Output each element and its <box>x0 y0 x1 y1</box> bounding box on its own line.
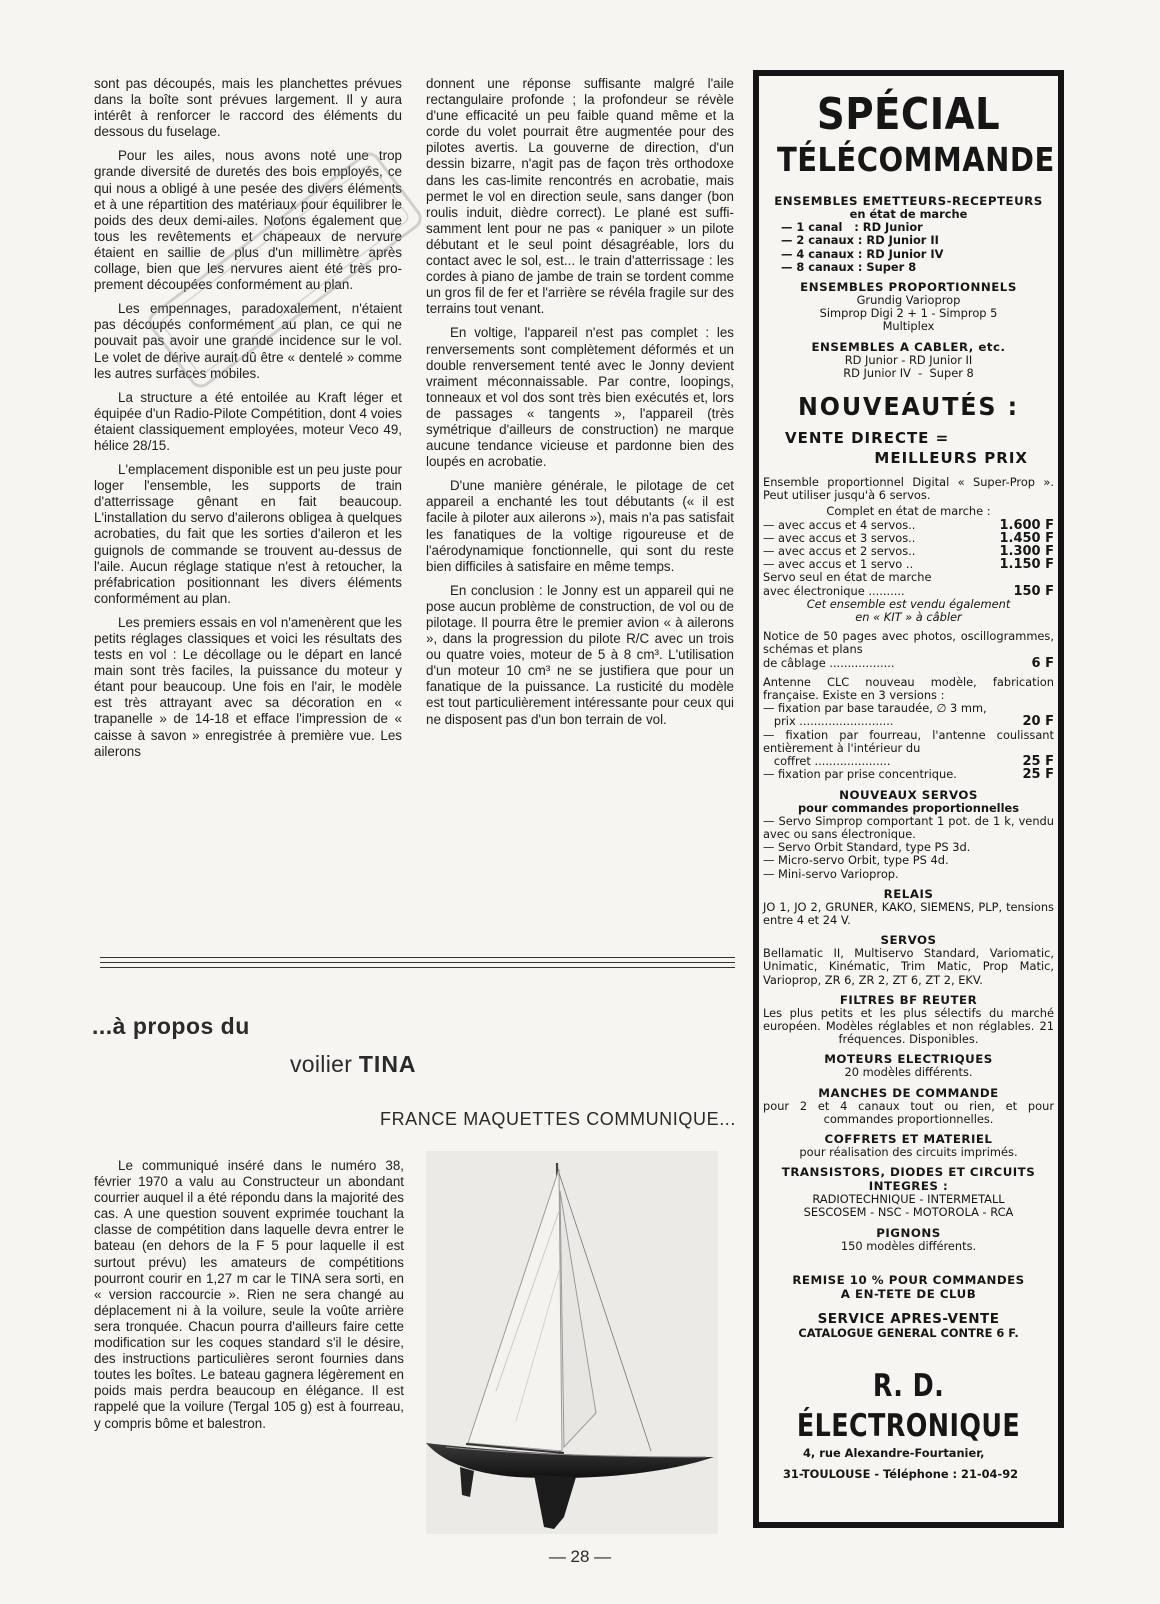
section-heading: MANCHES DE COMMANDE <box>818 1085 999 1100</box>
ad-line: SESCOSEM - NSC - MOTOROLA - RCA <box>803 1205 1014 1220</box>
article-title <box>290 1051 417 1078</box>
ad-paragraph: JO 1, JO 2, GRUNER, KAKO, SIEMENS, PLP, tensions entre 4 et 24 V. <box>763 899 1054 927</box>
ad-line: pour réalisation des circuits imprimés. <box>799 1144 1018 1159</box>
paragraph: Les empennages, paradoxalement, n'étaient pas découpés conformément au plan, ce qui ne pouvait pas avoir une grande incidence sur le vol. Le volet de dérive aurait dû être « dentelé » comme les autres surfaces mobiles. <box>94 301 402 381</box>
section-subheading: en état de marche <box>849 207 968 221</box>
article-heading <box>92 1000 742 1140</box>
separator-rule <box>100 967 735 968</box>
article-kicker: ...à propos du <box>92 1013 250 1039</box>
section-heading: INTEGRES : <box>868 1179 949 1194</box>
ad-line: RD Junior IV - Super 8 <box>843 365 974 380</box>
sailboat-photo <box>426 1151 718 1534</box>
ad-subtitle: TÉLÉCOMMANDE <box>776 140 1055 179</box>
paragraph: L'emplacement disponible est un peu juste pour loger l'ensemble, les supports de train d'atterrissage gênant en fait beaucoup. L'installation du servo d'ailerons obligea à quelques acrobaties, du fait que les sorties d'aileron et les guignols de commande se trouvent au-dessus de l'aile. Aucun réglage statique n'est à retoucher, la préfabrication positionnant les divers éléments conformément au plan. <box>94 462 402 606</box>
section-heading: TRANSISTORS, DIODES ET CIRCUITS <box>781 1165 1036 1180</box>
ad-line: Multiplex <box>882 319 935 334</box>
paragraph: donnent une réponse suffisante malgré l'aile rectangulaire profonde ; la profondeur se révèle d'une efficacité un peu faible quand même et la corde du volet pourrait être augmentée pour des pilotes avertis. La gouverne de direction, d'un dessin bizarre, n'agit pas de façon très orthodoxe dans les cas-limite rencontrés en acrobatie, mais permet le vol en direction seule, sans danger (bon roulis induit, dièdre correct). Le plané est suffisamment lent pour ne pas « paniquer » un pilote débutant et le seul point désagréable, lors du contact avec le sol, est... le train d'atterrissage : les cordes à piano de jambe de train se tordent comme un gros fil de fer et l'arrière se révéla fragile sur des terrains tout venant. <box>426 76 734 317</box>
ad-line: — Micro-servo Orbit, type PS 4d. <box>763 853 949 868</box>
price-row <box>759 657 1058 670</box>
paragraph: D'une manière générale, le pilotage de cet appareil a enchanté les tout débutants (« il est facile à piloter aux ailerons »), mais n'a pas satisfait les fanatiques de la voltige rigoureuse et de l'aérodynamique fonctionnelle, qui sont du reste bien difficiles à satisfaire en même temps. <box>426 478 734 574</box>
ad-paragraph: Ensemble proportionnel Digital « Super-Prop ». Peut utiliser jusqu'à 6 servos. <box>763 475 1054 503</box>
price-row <box>759 519 1058 532</box>
ad-line: — 8 canaux : Super 8 <box>781 259 917 274</box>
price-label: avec électronique .......... <box>763 583 905 598</box>
section-heading: ENSEMBLES A CABLER, etc. <box>811 339 1006 354</box>
section-heading: FILTRES BF REUTER <box>839 992 978 1007</box>
paragraph: sont pas découpés, mais les planchettes prévues dans la boîte sont prévues largement. Il y aura intérêt à renforcer le raccord des éléments du dessous du fuselage. <box>94 76 402 140</box>
paragraph: Les premiers essais en vol n'amenèrent que les petits réglages classiques et voici les résultats des tests en vol : Le décollage ou le départ en lancé main sont très faciles, la puissance du moteur y étant pour beaucoup. Une fois en l'air, le modèle est très attrayant avec sa décoration en « trapanelle » de 14-18 et efface l'impression de « caisse à savon » enregistrée à première vue. Les ailerons <box>94 614 402 759</box>
remise-line: REMISE 10 % POUR COMMANDES <box>792 1272 1025 1287</box>
section-heading: NOUVEAUX SERVOS <box>839 787 978 802</box>
company-name: R. D. ÉLECTRONIQUE <box>796 1367 1021 1444</box>
price-value: 1.600 F <box>999 517 1054 533</box>
ad-paragraph: Les plus petits et les plus sélectifs du marché européen. Modèles réglables et non réglables. 21 fréquences. Disponibles. <box>763 1005 1054 1047</box>
service-apres-vente: SERVICE APRES-VENTE <box>817 1310 1000 1327</box>
price-value: 25 F <box>1022 754 1054 770</box>
ad-paragraph: Notice de 50 pages avec photos, oscillogrammes, schémas et plans <box>763 629 1054 657</box>
ad-line: — fixation par base taraudée, ∅ 3 mm, <box>763 701 987 716</box>
ad-paragraph: Bellamatic II, Multiservo Standard, Variomatic, Unimatic, Kinématic, Trim Matic, Prop Matic, Varioprop, ZR 6, ZR 2, ZT 6, ZT 2, EKV. <box>763 946 1054 987</box>
price-label: — fixation par prise concentrique. <box>763 767 957 782</box>
price-label: — avec accus et 2 servos.. <box>763 544 916 559</box>
section-heading: RELAIS <box>883 886 934 901</box>
company-address <box>759 1446 1058 1482</box>
address-line: 31-TOULOUSE - Téléphone : 21-04-92 <box>783 1466 1019 1481</box>
price-label: — avec accus et 1 servo .. <box>763 557 914 572</box>
ad-line: RADIOTECHNIQUE - INTERMETALL <box>812 1192 1005 1207</box>
ad-line: Grundig Varioprop <box>856 293 961 308</box>
section-heading: ENSEMBLES PROPORTIONNELS <box>800 280 1017 295</box>
ad-line: — Servo Orbit Standard, type PS 3d. <box>763 840 971 855</box>
ad-line: — 1 canal : RD Junior <box>781 220 923 235</box>
ad-line: — Servo Simprop comportant 1 pot. de 1 k, vendu avec ou sans électronique. <box>763 813 1054 841</box>
article-column-1 <box>94 76 402 768</box>
price-value: 20 F <box>1022 714 1054 730</box>
ad-title: SPÉCIAL <box>816 89 1001 140</box>
ad-line: 150 modèles différents. <box>840 1238 977 1253</box>
article-source: FRANCE MAQUETTES COMMUNIQUE... <box>379 1109 736 1129</box>
ad-paragraph: pour 2 et 4 canaux tout ou rien, et pour commandes proportionnelles. <box>763 1098 1054 1126</box>
paragraph: Pour les ailes, nous avons noté une trop grande diversité de duretés des bois employés, ce qui nous a obligé à une pesée des divers éléments et à une répartition des matériaux pour équilibrer le poids des deux demi-ailes. Notons également que tous les revêtements et chapeaux de nervure étaient en saillie de plus d'un millimètre après collage, bien que les nervures aient été très proprement découpées conformément au plan. <box>94 148 402 293</box>
section-heading: COFFRETS ET MATERIEL <box>824 1131 993 1146</box>
nouveautes-heading: NOUVEAUTÉS : <box>798 392 1019 422</box>
paragraph: En voltige, l'appareil n'est pas complet : les renversements sont complètement déformés et un double renversement tenté avec le Jonny devient vraiment méconnaissable. Par contre, loopings, tonneaux et vol dos sont très bien exécutés et, lors de passages « tangents », l'appareil (très symétrique d'ailleurs de construction) ne marque aucune tendance vicieuse et pardonne bien des loupés en acrobatie. <box>426 325 734 470</box>
section-heading: SERVOS <box>880 933 937 948</box>
vente-directe: VENTE DIRECTE = <box>785 429 950 448</box>
ad-line: Simprop Digi 2 + 1 - Simprop 5 <box>819 306 998 321</box>
ad-paragraph: — fixation par fourreau, l'antenne coulissant entièrement à l'intérieur du <box>763 727 1054 755</box>
paragraph: En conclusion : le Jonny est un appareil qui ne pose aucun problème de construction, de vol ou de pilotage. Il pourra être le premier avion « à ailerons », dans la progression du pilote R/C avec un trois ou quatre voies, moteur de 5 à 8 cm³. L'utilisation d'un moteur 10 cm³ ne se justifiera que pour un fanatique de la puissance. La rusticité du modèle est tout particulièrement intéressante pour ceux qui ne disposent pas d'un bon terrain de vol. <box>426 582 734 727</box>
section-subheading: pour commandes proportionnelles <box>797 800 1020 815</box>
ad-line: Cet ensemble est vendu également <box>806 596 1011 611</box>
ad-line: RD Junior - RD Junior II <box>844 352 973 367</box>
separator-rule <box>100 957 735 958</box>
advertisement-rd-electronique <box>753 70 1064 1528</box>
article-column-3 <box>94 1158 404 1432</box>
price-value: 1.150 F <box>999 557 1054 573</box>
price-value: 6 F <box>1031 655 1054 671</box>
price-value: 1.450 F <box>999 530 1054 546</box>
price-value: 1.300 F <box>999 544 1054 560</box>
section-heading: PIGNONS <box>876 1225 941 1240</box>
price-row <box>759 585 1058 598</box>
boat-name: TINA <box>358 1051 417 1077</box>
ad-line: — 2 canaux : RD Junior II <box>781 233 939 248</box>
page-number: — 28 — <box>548 1547 612 1566</box>
ad-line: Servo seul en état de marche <box>763 570 932 585</box>
separator-rule <box>100 962 735 963</box>
price-value: 150 F <box>1013 583 1054 599</box>
ad-line: en « KIT » à câbler <box>855 610 962 625</box>
price-value: 25 F <box>1022 767 1054 783</box>
price-label: de câblage .................. <box>763 655 895 670</box>
price-row <box>759 715 1058 728</box>
ad-line: — Mini-servo Varioprop. <box>763 866 899 881</box>
ad-paragraph: Antenne CLC nouveau modèle, fabrication française. Existe en 3 versions : <box>763 674 1054 703</box>
paragraph: Le communiqué inséré dans le numéro 38, février 1970 a valu au Constructeur un abondant courrier auquel il a été répondu dans la majorité des cas. A une question souvent exprimée touchant la classe de compétition dans laquelle devra entrer le bateau (en dehors de la F 5 pour laquelle il est surtout prévu) les amateurs de compétitions pourront courir en 1,27 m car le TINA sera sorti, en « version raccourcie ». Rien ne sera changé au déplacement ni à la voilure, seule la voûte arrière sera tronquée. Chacun pourra d'ailleurs faire cette modification sur les coques standard s'il le désire, des instructions particulières seront fournies dans toutes les boîtes. Le bateau gagnera légèrement en poids mais perdra beaucoup en élégance. Il est rappelé que la voilure (Tergal 105 g) est à fourreau, y compris bôme et balestron. <box>94 1158 404 1431</box>
price-row <box>759 768 1058 781</box>
price-label: — avec accus et 3 servos.. <box>763 530 916 545</box>
price-label: — avec accus et 4 servos.. <box>763 517 916 532</box>
ad-line: Complet en état de marche : <box>826 504 991 519</box>
price-label: coffret ..................... <box>763 754 891 769</box>
remise-line: A EN-TETE DE CLUB <box>840 1286 977 1301</box>
catalogue-line: CATALOGUE GENERAL CONTRE 6 F. <box>798 1325 1019 1340</box>
ad-line: — 4 canaux : RD Junior IV <box>781 246 944 261</box>
title-prefix: voilier <box>290 1051 353 1077</box>
paragraph: La structure a été entoilée au Kraft léger et équipée d'un Radio-Pilote Compétition, dont 4 voies étaient classiquement employées, moteur Veco 49, hélice 28/15. <box>94 389 402 453</box>
meilleurs-prix: MEILLEURS PRIX <box>874 449 1028 468</box>
article-column-2 <box>426 76 734 736</box>
section-heading: MOTEURS ELECTRIQUES <box>824 1052 993 1067</box>
price-label: prix .......................... <box>763 714 894 729</box>
section-heading: ENSEMBLES EMETTEURS-RECEPTEURS <box>774 194 1043 208</box>
ad-line: 20 modèles différents. <box>844 1065 973 1080</box>
address-line: 4, rue Alexandre-Fourtanier, <box>803 1445 985 1460</box>
